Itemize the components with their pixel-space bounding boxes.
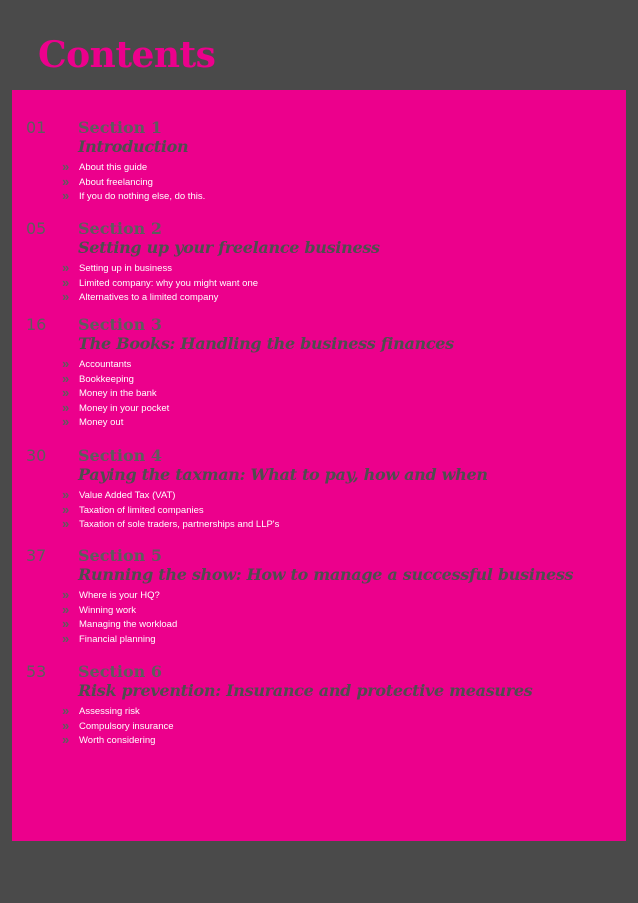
section-title[interactable]: Running the show: How to manage a successful business [78,565,574,584]
item-label: Worth considering [79,735,156,747]
list-item[interactable] [62,291,258,306]
section-item-list [62,262,258,306]
chevron-right-icon: » [62,173,70,189]
list-item[interactable] [62,630,177,648]
section-page-number: 37 [26,546,47,565]
section-item-list [62,705,174,749]
item-label: Money in your pocket [79,402,170,414]
chevron-right-icon: » [62,289,70,305]
list-item[interactable] [62,489,279,504]
chevron-right-icon: » [62,616,70,632]
chevron-right-icon: » [62,630,70,646]
section-page-number: 16 [26,315,47,334]
chevron-right-icon: » [62,274,70,290]
chevron-right-icon: » [62,385,70,401]
list-item[interactable] [62,717,174,735]
list-item[interactable] [62,518,279,533]
list-item[interactable] [62,358,169,373]
chevron-right-icon: » [62,587,70,602]
section-item-list [62,358,169,431]
chevron-right-icon: » [62,487,70,502]
item-label: If you do nothing else, do this. [79,191,206,203]
item-label: Alternatives to a limited company [79,292,219,304]
list-item[interactable] [62,387,169,402]
section-item-list [62,161,205,205]
chevron-right-icon: » [62,703,70,718]
section-page-number: 05 [26,219,47,238]
section-page-number: 53 [26,662,47,681]
list-item[interactable] [62,274,259,292]
item-label: Winning work [79,604,137,616]
section-label[interactable]: Section 3 [78,315,162,334]
list-item[interactable] [62,370,169,388]
item-label: About freelancing [79,176,153,188]
item-label: Accountants [79,359,132,370]
list-item[interactable] [62,501,279,519]
chevron-right-icon: » [62,159,70,174]
chevron-right-icon: » [62,370,70,386]
chevron-right-icon: » [62,399,70,415]
item-label: Assessing risk [79,706,140,717]
list-item[interactable] [62,190,205,205]
item-label: Limited company: why you might want one [79,277,259,289]
list-item[interactable] [62,601,177,619]
item-label: Value Added Tax (VAT) [79,490,176,501]
section-label[interactable]: Section 6 [78,662,162,681]
section-label[interactable]: Section 2 [78,219,162,238]
list-item[interactable] [62,618,177,633]
list-item[interactable] [62,399,170,417]
list-item[interactable] [62,262,258,277]
list-item[interactable] [62,589,177,604]
page-title: Contents [38,34,216,76]
list-item[interactable] [62,705,174,720]
section-label[interactable]: Section 5 [78,546,162,565]
section-title[interactable]: Paying the taxman: What to pay, how and when [78,465,488,484]
chevron-right-icon: » [62,601,70,617]
chevron-right-icon: » [62,188,70,204]
item-label: Bookkeeping [79,373,134,385]
chevron-right-icon: » [62,260,70,275]
section-page-number: 30 [26,446,47,465]
item-label: Money in the bank [79,388,157,400]
section-title[interactable]: The Books: Handling the business finances [78,334,454,353]
item-label: Setting up in business [79,263,172,274]
contents-panel [12,90,626,841]
item-label: Taxation of limited companies [79,504,204,516]
item-label: Money out [79,417,124,429]
chevron-right-icon: » [62,356,70,371]
item-label: About this guide [79,162,148,173]
section-label[interactable]: Section 4 [78,446,162,465]
chevron-right-icon: » [62,414,70,430]
list-item[interactable] [62,416,169,431]
item-label: Financial planning [79,633,156,645]
list-item[interactable] [62,734,174,749]
section-title[interactable]: Setting up your freelance business [78,238,380,257]
item-label: Managing the workload [79,619,178,631]
section-title[interactable]: Introduction [78,137,189,156]
chevron-right-icon: » [62,516,70,532]
section-title[interactable]: Risk prevention: Insurance and protective measures [78,681,533,700]
chevron-right-icon: » [62,501,70,517]
chevron-right-icon: » [62,717,70,733]
section-item-list [62,489,279,533]
item-label: Taxation of sole traders, partnerships and LLP's [79,519,280,531]
item-label: Compulsory insurance [79,720,174,732]
section-label[interactable]: Section 1 [78,118,162,137]
section-item-list [62,589,177,647]
list-item[interactable] [62,173,205,191]
section-page-number: 01 [26,118,47,137]
list-item[interactable] [62,161,205,176]
chevron-right-icon: » [62,732,70,748]
item-label: Where is your HQ? [79,590,160,601]
